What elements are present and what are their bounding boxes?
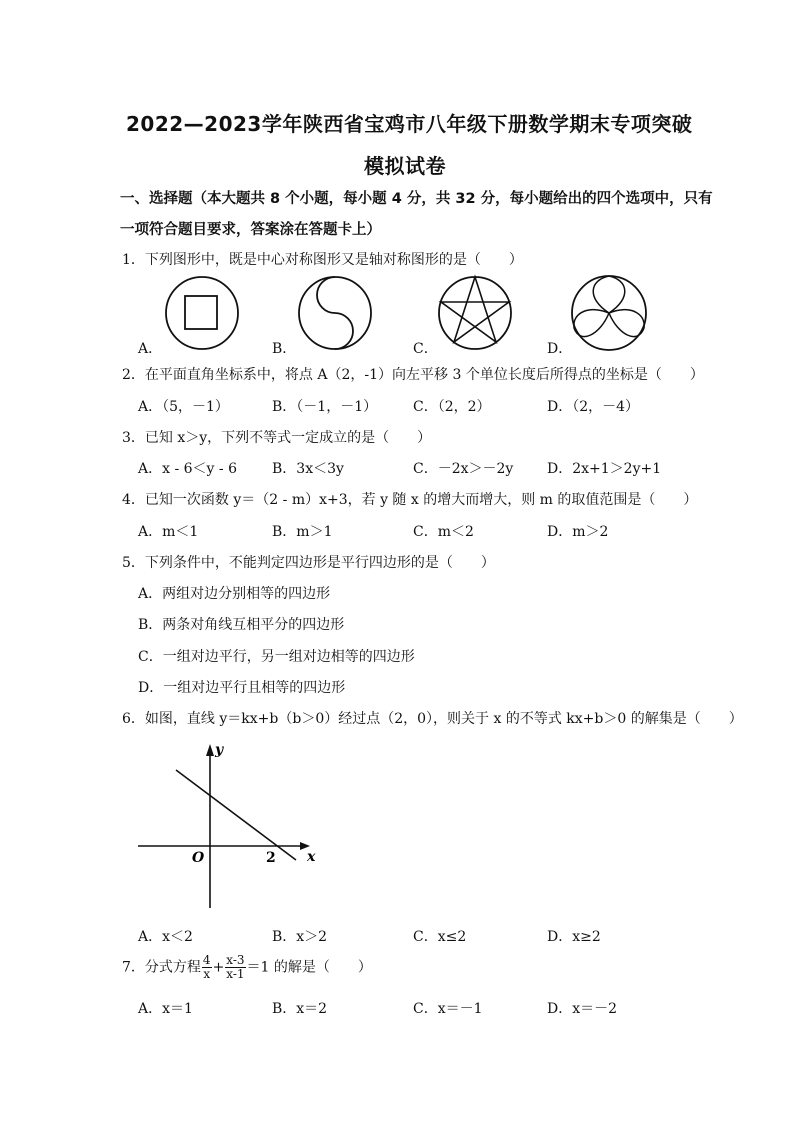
question-7	[122, 954, 372, 981]
question-number: 7．	[122, 959, 145, 976]
option-c[interactable]: C．x≤2	[413, 929, 467, 945]
option-b[interactable]: B．m＞1	[272, 524, 333, 540]
page-subtitle: 模拟试卷	[364, 154, 446, 178]
origin-label: O	[192, 850, 205, 866]
option-a[interactable]: A．	[138, 341, 163, 357]
question-number: 4．	[122, 492, 145, 508]
option-d[interactable]: D．（2，－4）	[547, 399, 640, 415]
section-heading: 一、选择题（本大题共 8 个小题，每小题 4 分，共 32 分，每小题给出的四个选项中，只有	[120, 191, 713, 207]
question-stem-post: ＝1 的解是（ ）	[246, 959, 372, 976]
section-heading-cont: 一项符合题目要求，答案涂在答题卡上）	[120, 222, 381, 238]
question-number: 5．	[122, 555, 145, 571]
option-c[interactable]: C．	[413, 341, 438, 357]
option-c[interactable]: C．－2x＞－2y	[413, 461, 514, 477]
option-d[interactable]: D．2x+1＞2y+1	[547, 461, 662, 477]
intercept-label: 2	[266, 850, 276, 866]
option-b[interactable]: B．（－1，－1）	[272, 399, 378, 415]
option-d[interactable]: D．	[547, 341, 573, 357]
question-number: 2．	[122, 367, 145, 383]
option-a[interactable]: A．x＜2	[138, 929, 193, 945]
option-c[interactable]: C．（2，2）	[413, 399, 491, 415]
fraction-1: $\frac{4}{x}$	[202, 953, 211, 981]
question-stem-pre: 分式方程	[144, 959, 201, 976]
option-b[interactable]: B．	[272, 341, 297, 357]
question-stem: 已知 x＞y，下列不等式一定成立的是（ ）	[144, 430, 432, 446]
option-a[interactable]: A．（5，－1）	[138, 399, 229, 415]
question-stem: 在平面直角坐标系中，将点 A（2，-1）向左平移 3 个单位长度后所得点的坐标是（ ）	[144, 367, 704, 383]
question-stem: 已知一次函数 y＝（2 - m）x+3，若 y 随 x 的增大而增大，则 m 的取值范围是（ ）	[144, 492, 698, 508]
question-number: 1．	[122, 252, 145, 268]
question-stem: 下列条件中，不能判定四边形是平行四边形的是（ ）	[144, 555, 495, 571]
option-d[interactable]: D．x≥2	[547, 929, 601, 945]
page-title: 2022—2023学年陕西省宝鸡市八年级下册数学期末专项突破	[126, 112, 693, 136]
option-a[interactable]: A．两组对边分别相等的四边形	[138, 586, 331, 602]
question-stem: 如图，直线 y＝kx+b（b＞0）经过点（2，0），则关于 x 的不等式 kx+b＞0 的解集是（ ）	[144, 711, 743, 727]
option-a[interactable]: A．x - 6＜y - 6	[138, 461, 237, 477]
option-d[interactable]: D．x＝－2	[547, 1001, 618, 1017]
option-c[interactable]: C．x＝－1	[413, 1001, 483, 1017]
option-d[interactable]: D．m＞2	[547, 524, 609, 540]
option-d[interactable]: D．一组对边平行且相等的四边形	[138, 680, 346, 696]
question-stem: 下列图形中，既是中心对称图形又是轴对称图形的是（ ）	[144, 252, 523, 268]
option-a[interactable]: A．m＜1	[138, 524, 199, 540]
option-b[interactable]: B．x＞2	[272, 929, 328, 945]
option-b[interactable]: B．3x＜3y	[272, 461, 344, 477]
option-c[interactable]: C．m＜2	[413, 524, 474, 540]
plus-sign: +	[212, 959, 225, 976]
option-a[interactable]: A．x＝1	[138, 1001, 193, 1017]
question-number: 6．	[122, 711, 145, 727]
option-b[interactable]: B．两条对角线互相平分的四边形	[138, 617, 345, 633]
y-axis-arrow-icon	[206, 744, 214, 756]
x-axis-label: x	[307, 849, 316, 865]
option-b[interactable]: B．x＝2	[272, 1001, 328, 1017]
fraction-2: $\frac{x-3}{x-1}$	[226, 953, 245, 981]
y-axis-label: y	[215, 742, 224, 758]
question-number: 3．	[122, 430, 145, 446]
option-c[interactable]: C．一组对边平行，另一组对边相等的四边形	[138, 649, 415, 665]
